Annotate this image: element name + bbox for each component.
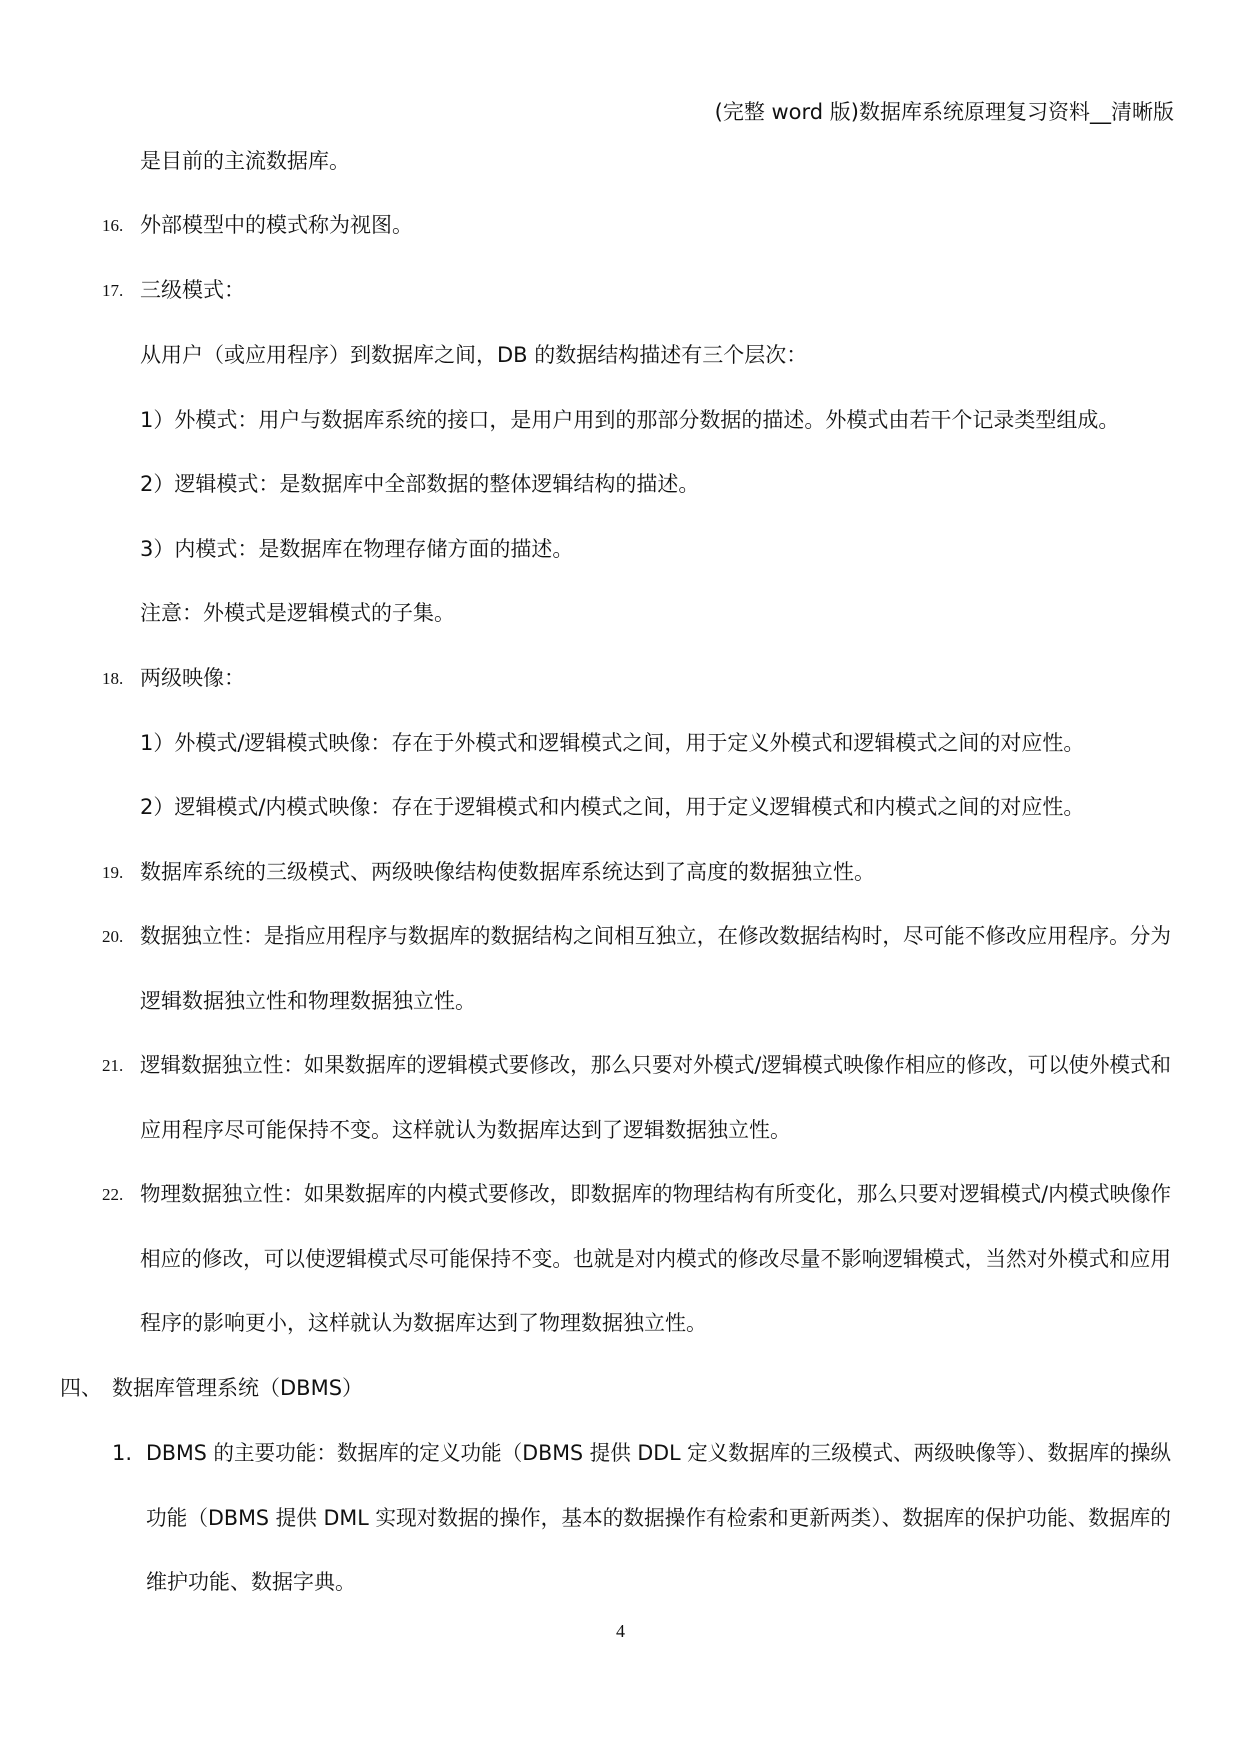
item-number-18: 18. — [102, 669, 124, 688]
paragraph-continuation: 是目前的主流数据库。 — [140, 149, 350, 173]
item-text-20-line2: 逻辑数据独立性和物理数据独立性。 — [140, 989, 476, 1013]
page-number: 4 — [616, 1621, 625, 1641]
item-number-22: 22. — [102, 1185, 124, 1204]
item-17-intro: 从用户（或应用程序）到数据库之间，DB 的数据结构描述有三个层次： — [140, 343, 808, 367]
section-number: 四、 — [60, 1376, 102, 1400]
item-number-16: 16. — [102, 216, 124, 235]
item-text-22-line2: 相应的修改，可以使逻辑模式尽可能保持不变。也就是对内模式的修改尽量不影响逻辑模式，当然对外模式和应用 — [140, 1247, 1171, 1271]
item-18-mapping-2: 2）逻辑模式/内模式映像：存在于逻辑模式和内模式之间，用于定义逻辑模式和内模式之间的对应性。 — [140, 795, 1085, 819]
section-title: 数据库管理系统（DBMS） — [112, 1376, 364, 1400]
item-text-22-line1: 物理数据独立性：如果数据库的内模式要修改，即数据库的物理结构有所变化，那么只要对逻辑模式/内模式映像作 — [140, 1182, 1171, 1206]
item-number-21: 21. — [102, 1056, 124, 1075]
section-item-1-line1: DBMS 的主要功能：数据库的定义功能（DBMS 提供 DDL 定义数据库的三级模式、两级映像等）、数据库的操纵 — [146, 1441, 1172, 1465]
item-text-18: 两级映像： — [140, 666, 245, 690]
item-text-22-line3: 程序的影响更小，这样就认为数据库达到了物理数据独立性。 — [140, 1311, 707, 1335]
page-header-title: (完整 word 版)数据库系统原理复习资料__清晰版 — [714, 100, 1174, 124]
item-text-16: 外部模型中的模式称为视图。 — [140, 213, 413, 237]
section-item-1-line2: 功能（DBMS 提供 DML 实现对数据的操作，基本的数据操作有检索和更新两类）、数据库的保护功能、数据库的 — [146, 1506, 1171, 1530]
item-text-17: 三级模式： — [140, 278, 245, 302]
item-text-20-line1: 数据独立性：是指应用程序与数据库的数据结构之间相互独立，在修改数据结构时，尽可能不修改应用程序。分为 — [140, 924, 1171, 948]
item-text-21-line2: 应用程序尽可能保持不变。这样就认为数据库达到了逻辑数据独立性。 — [140, 1118, 791, 1142]
item-17-internal-schema: 3）内模式：是数据库在物理存储方面的描述。 — [140, 537, 574, 561]
section-item-1-line3: 维护功能、数据字典。 — [146, 1570, 356, 1594]
item-17-note: 注意：外模式是逻辑模式的子集。 — [140, 601, 455, 625]
item-text-21-line1: 逻辑数据独立性：如果数据库的逻辑模式要修改，那么只要对外模式/逻辑模式映像作相应的修改，可以使外模式和 — [140, 1053, 1171, 1077]
item-number-17: 17. — [102, 281, 124, 300]
section-item-number-1: 1. — [112, 1441, 133, 1465]
item-18-mapping-1: 1）外模式/逻辑模式映像：存在于外模式和逻辑模式之间，用于定义外模式和逻辑模式之间的对应性。 — [140, 731, 1085, 755]
item-number-20: 20. — [102, 927, 124, 946]
item-17-external-schema: 1）外模式：用户与数据库系统的接口，是用户用到的那部分数据的描述。外模式由若干个记录类型组成。 — [140, 408, 1120, 432]
item-text-19: 数据库系统的三级模式、两级映像结构使数据库系统达到了高度的数据独立性。 — [140, 860, 875, 884]
item-17-logical-schema: 2）逻辑模式：是数据库中全部数据的整体逻辑结构的描述。 — [140, 472, 700, 496]
item-number-19: 19. — [102, 863, 124, 882]
